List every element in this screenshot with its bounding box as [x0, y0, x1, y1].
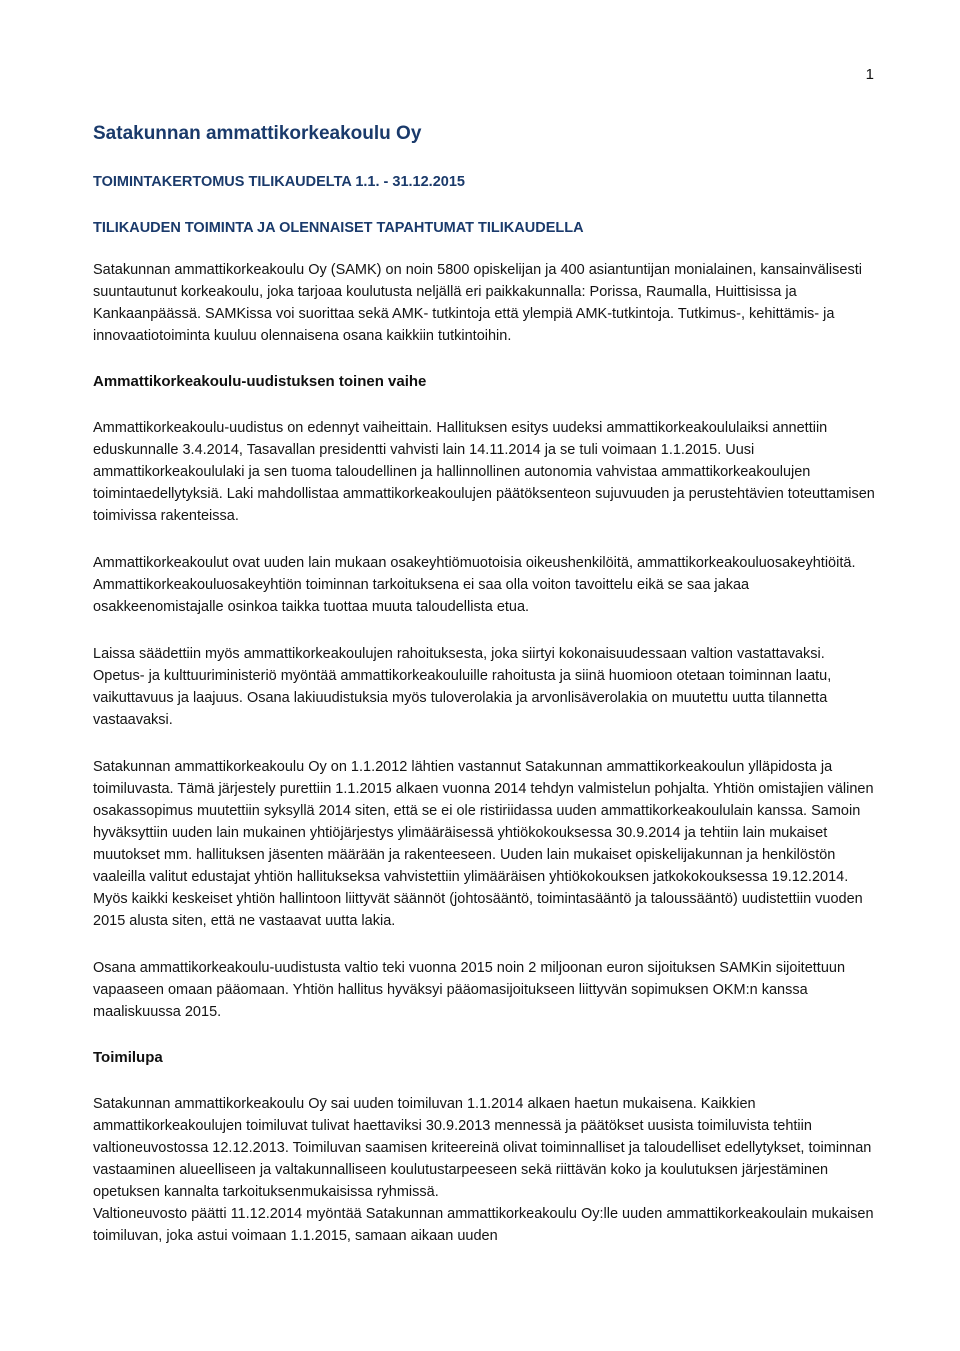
- reform-paragraph-1: Ammattikorkeakoulu-uudistus on edennyt vaiheittain. Hallituksen esitys uudeksi ammattikorkeakoululaiksi annettiin eduskunnalle 3.4.2014, Tasavallan presidentti vahvisti lain 14.11.2014 ja se tuli voimaan 1.1.2015. Uusi ammattikorkeakoululaki ja sen tuoma taloudellinen ja hallinnollinen autonomia vahvistaa ammattikorkeakoulujen toimintaedellytyksiä. Laki mahdollistaa ammattikorkeakoulujen päätöksenteon sujuvuuden ja perustehtävien toteuttamisen toimivissa rakenteissa.: [93, 420, 875, 524]
- section-title: TILIKAUDEN TOIMINTA JA OLENNAISET TAPAHTUMAT TILIKAUDELLA: [93, 220, 584, 236]
- report-title: TOIMINTAKERTOMUS TILIKAUDELTA 1.1. - 31.12.2015: [93, 174, 465, 190]
- reform-paragraph-5: Osana ammattikorkeakoulu-uudistusta valtio teki vuonna 2015 noin 2 miljoonan euron sijoituksen SAMKin sijoitettuun vapaaseen omaan pääomaan. Yhtiön hallitus hyväksyi pääomasijoitukseen liittyvän sopimuksen OKM:n kanssa maaliskuussa 2015.: [93, 960, 846, 1020]
- page-number: 1: [865, 66, 874, 83]
- company-title: Satakunnan ammattikorkeakoulu Oy: [93, 123, 422, 144]
- reform-heading: Ammattikorkeakoulu-uudistuksen toinen vaihe: [93, 373, 427, 390]
- license-heading: Toimilupa: [93, 1049, 163, 1066]
- intro-paragraph: Satakunnan ammattikorkeakoulu Oy (SAMK) on noin 5800 opiskelijan ja 400 asiantuntijan monialainen, kansainvälisesti suuntautunut korkeakoulu, joka tarjoaa koulutusta neljällä eri paikkakunnalla: Porissa, Raumalla, Huittisissa ja Kankaanpäässä. SAMKissa voi suorittaa sekä AMK- tutkintoja että ylempiä AMK-tutkintoja. Tutkimus-, kehittämis- ja innovaatiotoiminta kuuluu olennaisena osana kaikkiin tutkintoihin.: [93, 262, 862, 344]
- license-paragraph-1: Satakunnan ammattikorkeakoulu Oy sai uuden toimiluvan 1.1.2014 alkaen haetun mukaisena. Kaikkien ammattikorkeakoulujen toimiluvat tulivat haettaviksi 30.9.2013 mennessä ja päätökset uusista toimiluvista tehtiin valtioneuvostossa 12.12.2013. Toimiluvan saamisen kriteereinä olivat toiminnalliset ja taloudelliset edellytykset, toiminnan vastaaminen alueelliseen ja valtakunnalliseen koulutustarpeeseen sekä riittävän koko ja koulutuksen järjestäminen opetuksen kannalta tarkoituksenmukaisissa ryhmissä.: [93, 1096, 872, 1200]
- license-paragraph-2: Valtioneuvosto päätti 11.12.2014 myöntää Satakunnan ammattikorkeakoulu Oy:lle uuden ammattikorkeakoulain mukaisen toimiluvan, joka astui voimaan 1.1.2015, samaan aikaan uuden: [93, 1206, 874, 1244]
- document-body: [93, 121, 877, 1247]
- reform-paragraph-2: Ammattikorkeakoulut ovat uuden lain mukaan osakeyhtiömuotoisia oikeushenkilöitä, ammattikorkeakouluosakeyhtiöitä. Ammattikorkeakouluosakeyhtiön toiminnan tarkoituksena ei saa olla voiton tavoittelu eikä se saa jakaa osakkeenomistajalle osinkoa taikka tuottaa muuta taloudellista etua.: [93, 555, 856, 615]
- reform-paragraph-3: Laissa säädettiin myös ammattikorkeakoulujen rahoituksesta, joka siirtyi kokonaisuudessaan valtion vastattavaksi. Opetus- ja kulttuuriministeriö myöntää ammattikorkeakouluille rahoitusta ja siinä huomioon otetaan toiminnan laatu, vaikuttavuus ja laajuus. Osana lakiuudistuksia myös tuloverolakia ja arvonlisäverolakia on muutettu uutta tilannetta vastaavaksi.: [93, 646, 832, 728]
- reform-paragraph-4: Satakunnan ammattikorkeakoulu Oy on 1.1.2012 lähtien vastannut Satakunnan ammattikorkeakoulun ylläpidosta ja toimiluvasta. Tämä järjestely purettiin 1.1.2015 alkaen vuonna 2014 tehdyn valmistelun pohjalta. Yhtiön omistajien välinen osakassopimus muutettiin syksyllä 2014 siten, että se ei ole ristiriidassa uuden ammattikorkeakoululain kanssa. Samoin hyväksyttiin uuden lain mukainen yhtiöjärjestys ylimääräisessä yhtiökokouksessa 30.9.2014 ja tehtiin lain mukaiset muutokset mm. hallituksen jäsenten määrään ja rakenteeseen. Uuden lain mukaiset opiskelijakunnan ja henkilöstön vaaleilla valitut edustajat yhtiön hallitukseksa vahvistettiin ylimääräisen yhtiökokouksen jatkokokouksessa 19.12.2014. Myös kaikki keskeiset yhtiön hallintoon liittyvät säännöt (johtosääntö, toimintasääntö ja taloussääntö) uudistettiin vuoden 2015 alusta siten, että ne vastaavat uutta lakia.: [93, 759, 874, 929]
